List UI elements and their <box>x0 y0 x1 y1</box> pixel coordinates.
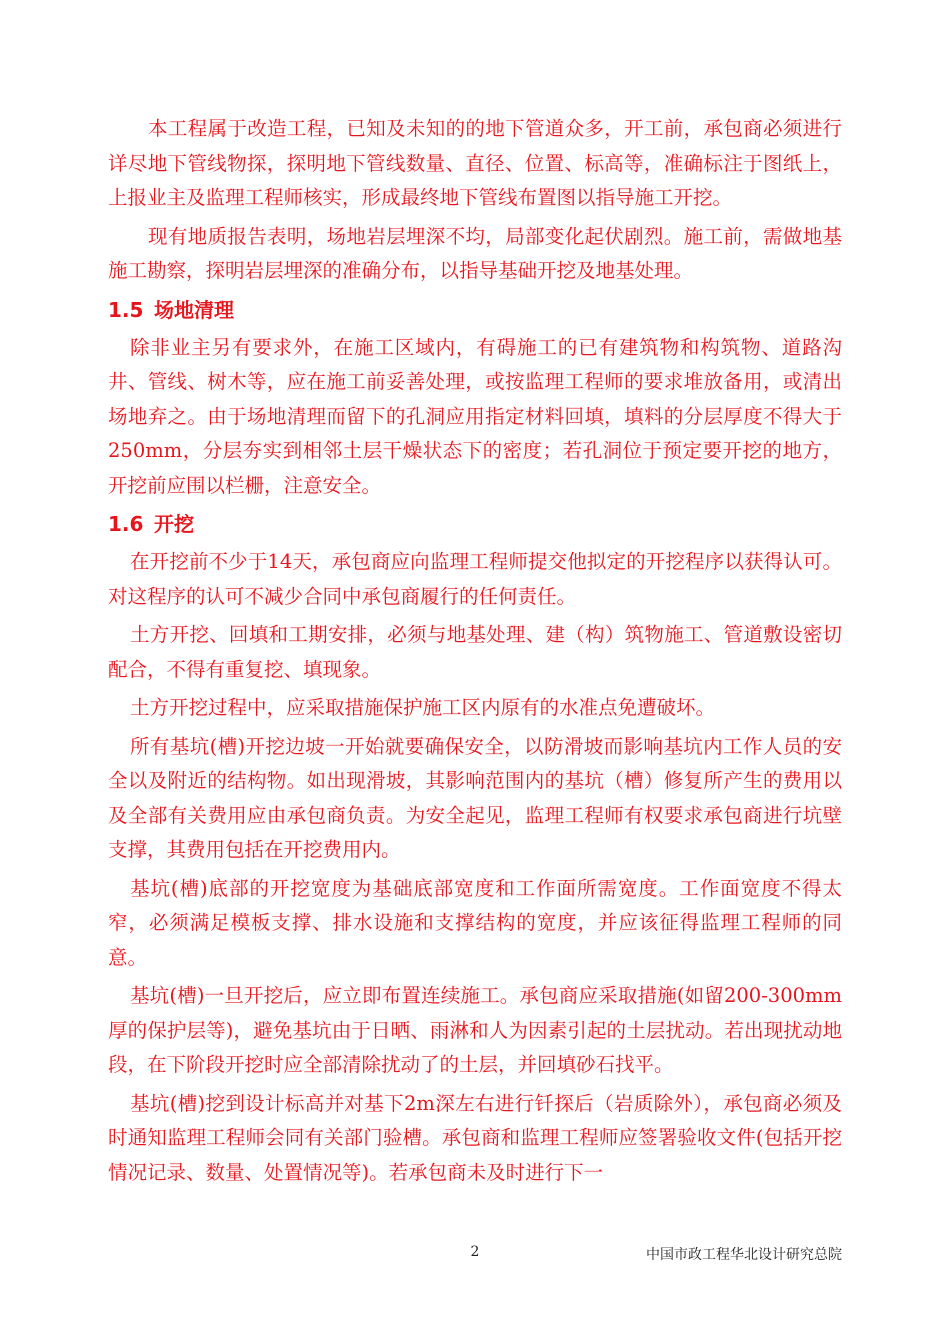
organization-name: 中国市政工程华北设计研究总院 <box>646 1247 842 1263</box>
excavation-paragraph-4: 所有基坑(槽)开挖边坡一开始就要确保安全，以防滑坡而影响基坑内工作人员的安全以及附近的结构物。如出现滑坡，其影响范围内的基坑（槽）修复所产生的费用以及全部有关费用应由承包商负责。为安全起见，监理工程师有权要求承包商进行坑壁支撑，其费用包括在开挖费用内。 <box>108 734 842 861</box>
section-title: 场地清理 <box>154 297 234 322</box>
section-heading-1-5 <box>108 293 842 327</box>
excavation-paragraph-3: 土方开挖过程中，应采取措施保护施工区内原有的水准点免遭破坏。 <box>130 696 716 719</box>
section-heading-1-6 <box>108 507 842 541</box>
site-clearing-paragraph: 除非业主另有要求外，在施工区域内，有碍施工的已有建筑物和构筑物、道路沟井、管线、树木等，应在施工前妥善处理，或按监理工程师的要求堆放备用，或清出场地弃之。由于场地清理而留下的孔洞应用指定材料回填，填料的分层厚度不得大于250mm，分层夯实到相邻土层干燥状态下的密度；若孔洞位于预定要开挖的地方，开挖前应围以栏栅，注意安全。 <box>108 335 842 497</box>
excavation-paragraph-2: 土方开挖、回填和工期安排，必须与地基处理、建（构）筑物施工、管道敷设密切配合，不得有重复挖、填现象。 <box>108 623 842 681</box>
section-number: 1.6 <box>108 512 144 536</box>
section-title: 开挖 <box>154 512 194 536</box>
page-footer <box>108 1244 842 1274</box>
intro-paragraph-2: 现有地质报告表明，场地岩层埋深不均，局部变化起伏剧烈。施工前，需做地基施工勘察，探明岩层埋深的准确分布，以指导基础开挖及地基处理。 <box>108 224 842 282</box>
page-content <box>108 112 842 1194</box>
intro-paragraph-1: 本工程属于改造工程，已知及未知的的地下管道众多，开工前，承包商必须进行详尽地下管线物探，探明地下管线数量、直径、位置、标高等，准确标注于图纸上，上报业主及监理工程师核实，形成最终地下管线布置图以指导施工开挖。 <box>108 117 842 209</box>
excavation-paragraph-5: 基坑(槽)底部的开挖宽度为基础底部宽度和工作面所需宽度。工作面宽度不得太窄，必须满足模板支撑、排水设施和支撑结构的宽度，并应该征得监理工程师的同意。 <box>108 876 842 969</box>
excavation-paragraph-7: 基坑(槽)挖到设计标高并对基下2m深左右进行钎探后（岩质除外），承包商必须及时通知监理工程师会同有关部门验槽。承包商和监理工程师应签署验收文件(包括开挖情况记录、数量、处置情况等)。若承包商未及时进行下一 <box>108 1091 842 1184</box>
section-number: 1.5 <box>108 297 144 322</box>
excavation-paragraph-1: 在开挖前不少于14天，承包商应向监理工程师提交他拟定的开挖程序以获得认可。对这程序的认可不减少合同中承包商履行的任何责任。 <box>108 550 842 608</box>
excavation-paragraph-6: 基坑(槽)一旦开挖后，应立即布置连续施工。承包商应采取措施(如留200-300mm厚的保护层等)，避免基坑由于日晒、雨淋和人为因素引起的土层扰动。若出现扰动地段，在下阶段开挖时应全部清除扰动了的土层，并回填砂石找平。 <box>108 984 842 1076</box>
page-number: 2 <box>470 1244 480 1260</box>
